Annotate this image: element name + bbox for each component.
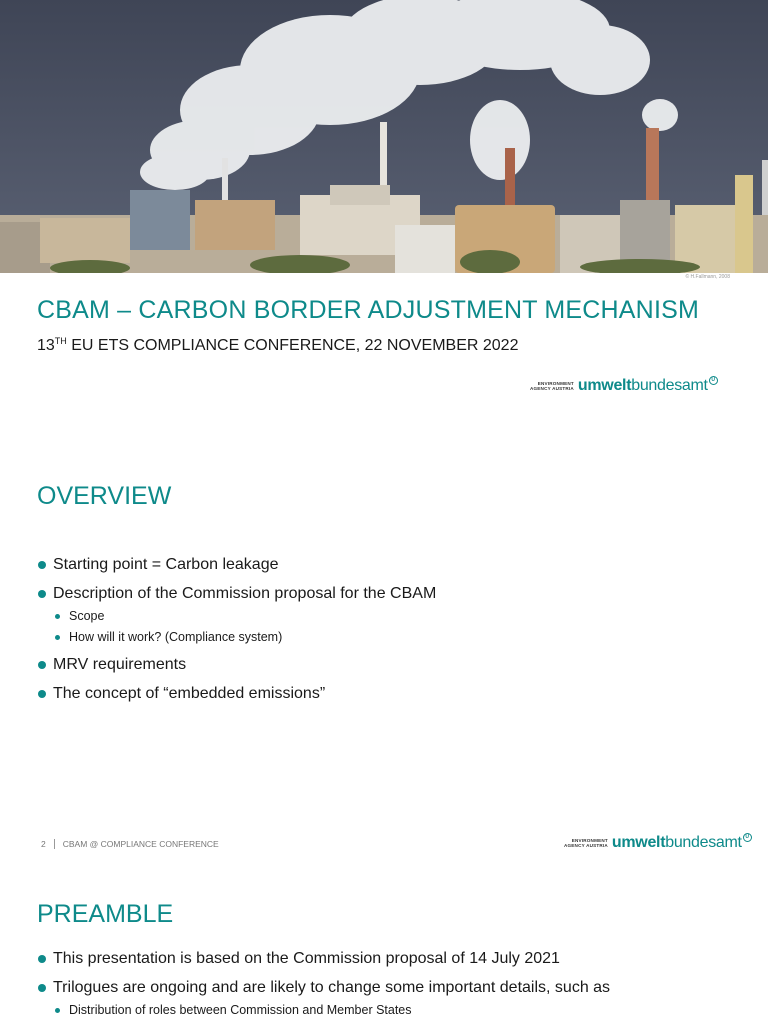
list-item [37,556,436,574]
logo-env-line2: AGENCY AUSTRIA [564,843,608,848]
bullet-text: Description of the Commission proposal for the CBAM [53,585,437,602]
sub-list-item [53,609,436,624]
footer-divider [54,839,55,849]
slide-footer [41,839,219,849]
logo-word-bundesamt: bundesamt [665,834,742,851]
slide-title: CBAM – CARBON BORDER ADJUSTMENT MECHANISM [37,296,699,324]
industrial-plant-photo [0,0,768,273]
preamble-slide [0,880,768,1024]
sub-bullet-text: Distribution of roles between Commission and Member States [69,1003,412,1017]
photo-credit: © H.Fallmann, 2008 [685,274,730,280]
list-item [37,950,610,968]
umweltbundesamt-logo [530,377,718,395]
sub-list-item [53,630,436,645]
sub-bullet-list [53,1003,610,1018]
list-item [37,585,436,645]
list-item [37,979,610,1018]
overview-title: OVERVIEW [37,482,172,510]
list-item [37,685,436,703]
logo-word-umwelt: umwelt [611,834,666,851]
logo-env-line2: AGENCY AUSTRIA [530,386,574,391]
slide-subtitle [37,336,518,355]
bullet-text: This presentation is based on the Commission proposal of 14 July 2021 [53,950,560,967]
bullet-text: MRV requirements [53,656,187,673]
sub-list-item [53,1003,610,1018]
sub-bullet-text: Scope [69,609,105,623]
logo-env-text [530,381,574,391]
sub-bullet-list [53,609,436,645]
preamble-title: PREAMBLE [37,900,174,928]
title-slide [0,0,768,420]
logo-word-umwelt: umwelt [577,377,632,394]
list-item [37,656,436,674]
page-number: 2 [41,839,46,849]
sub-bullet-text: How will it work? (Compliance system) [69,630,283,644]
overview-bullet-list [37,556,436,714]
umweltbundesamt-logo [564,834,752,852]
logo-env-text [564,838,608,848]
logo-env-line1: ENVIRONMENT [571,838,608,843]
subtitle-sup: TH [54,336,67,346]
bullet-text: The concept of “embedded emissions” [53,685,326,702]
subtitle-number: 13 [37,337,55,354]
logo-word-bundesamt: bundesamt [631,377,708,394]
logo-mark-icon: U [743,833,752,842]
footer-text: CBAM @ COMPLIANCE CONFERENCE [62,839,219,849]
preamble-bullet-list [37,950,610,1029]
subtitle-rest: EU ETS COMPLIANCE CONFERENCE, 22 NOVEMBER 2022 [66,337,519,354]
bullet-text: Trilogues are ongoing and are likely to change some important details, such as [53,979,611,996]
overview-slide [0,440,768,860]
logo-mark-icon: U [709,376,718,385]
bullet-text: Starting point = Carbon leakage [53,556,279,573]
logo-env-line1: ENVIRONMENT [537,381,574,386]
